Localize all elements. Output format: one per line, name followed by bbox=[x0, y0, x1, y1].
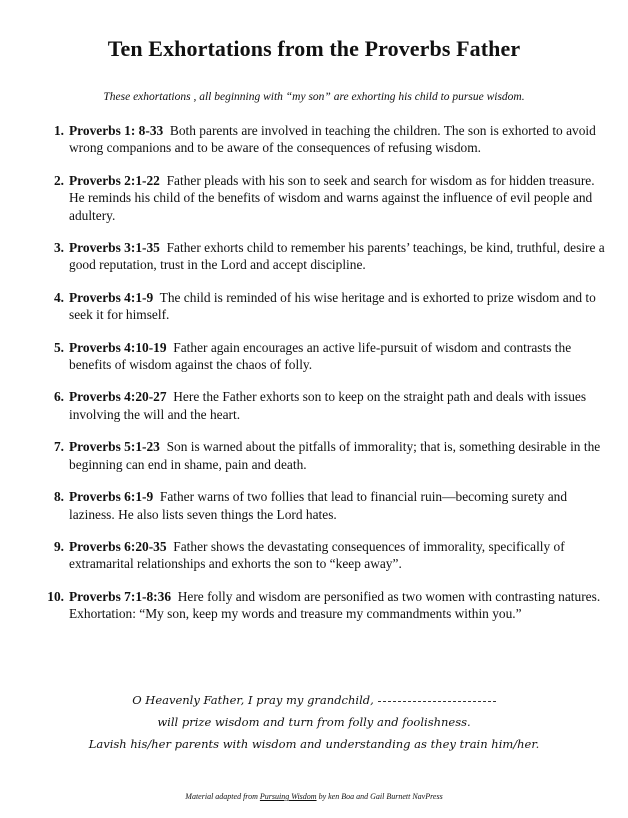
prayer-block bbox=[0, 689, 628, 755]
item-reference: Proverbs 2:1-22 bbox=[69, 172, 160, 188]
list-item bbox=[32, 172, 612, 224]
list-item bbox=[32, 289, 612, 324]
item-reference: Proverbs 6:20-35 bbox=[69, 538, 167, 554]
list-item bbox=[32, 339, 612, 374]
item-text: The child is reminded of his wise heritage and is exhorted to prize wisdom and to seek it for himself. bbox=[69, 289, 596, 323]
document-subtitle: These exhortations , all beginning with “my son” are exhorting his child to pursue wisdom. bbox=[103, 91, 525, 103]
item-text: Father warns of two follies that lead to financial ruin—becoming surety and laziness. He also lists seven things the Lord hates. bbox=[69, 489, 568, 522]
item-number: 3. bbox=[53, 240, 64, 256]
prayer-line-3: Lavish his/her parents with wisdom and understanding as they train him/her. bbox=[88, 737, 540, 751]
list-item bbox=[32, 239, 612, 274]
fill-in-blank bbox=[378, 701, 496, 702]
item-number: 6. bbox=[53, 389, 64, 405]
list-item bbox=[32, 122, 612, 157]
item-reference: Proverbs 5:1-23 bbox=[69, 439, 160, 455]
source-book-title: Pursuing Wisdom bbox=[259, 792, 317, 801]
item-reference: Proverbs 7:1-8:36 bbox=[69, 588, 172, 604]
list-item bbox=[32, 488, 612, 523]
item-reference: Proverbs 4:1-9 bbox=[69, 289, 154, 305]
item-text: Father shows the devastating consequences of immorality, specifically of extramarital relationships and exhorts the son to “keep away”. bbox=[69, 538, 565, 572]
item-number: 8. bbox=[53, 489, 64, 505]
source-credit-prefix: Material adapted from bbox=[185, 792, 258, 801]
item-number: 5. bbox=[53, 339, 64, 355]
item-number: 1. bbox=[53, 123, 64, 138]
list-item bbox=[32, 588, 612, 623]
item-reference: Proverbs 6:1-9 bbox=[69, 489, 154, 505]
item-text: Here the Father exhorts son to keep on the straight path and deals with issues involving the will and the heart. bbox=[69, 389, 587, 422]
item-text: Both parents are involved in teaching the children. The son is exhorted to avoid wrong companions and to be aware of the consequences of refusing wisdom. bbox=[69, 123, 596, 156]
item-number: 9. bbox=[53, 538, 64, 554]
document-title: Ten Exhortations from the Proverbs Father bbox=[107, 36, 521, 61]
item-number: 4. bbox=[53, 289, 64, 305]
item-number: 10. bbox=[47, 588, 64, 604]
item-reference: Proverbs 1: 8-33 bbox=[69, 123, 164, 138]
item-text: Father pleads with his son to seek and search for wisdom as for hidden treasure. He reminds his child of the benefits of wisdom and warns against the influence of evil people and adultery. bbox=[69, 172, 595, 223]
item-reference: Proverbs 3:1-35 bbox=[69, 240, 160, 256]
exhortation-list bbox=[32, 122, 612, 638]
prayer-line-1 bbox=[0, 689, 628, 711]
item-reference: Proverbs 4:10-19 bbox=[69, 339, 167, 355]
item-number: 7. bbox=[53, 439, 64, 455]
item-reference: Proverbs 4:20-27 bbox=[69, 389, 167, 405]
source-credit bbox=[0, 792, 628, 801]
item-text: Father again encourages an active life-pursuit of wisdom and contrasts the benefits of wisdom against the chaos of folly. bbox=[69, 339, 572, 373]
source-credit-suffix: by ken Boa and Gail Burnett NavPress bbox=[318, 792, 443, 801]
item-text: Father exhorts child to remember his parents’ teachings, be kind, truthful, desire a good reputation, trust in the Lord and accept discipline. bbox=[69, 240, 605, 273]
prayer-line-1-text: O Heavenly Father, I pray my grandchild, bbox=[132, 693, 374, 707]
item-number: 2. bbox=[53, 172, 64, 188]
prayer-line-2: will prize wisdom and turn from folly and foolishness. bbox=[157, 715, 471, 729]
list-item bbox=[32, 388, 612, 423]
list-item bbox=[32, 438, 612, 473]
item-text: Here folly and wisdom are personified as two women with contrasting natures. Exhortation: “My son, keep my words and treasure my commandments within you.” bbox=[69, 588, 601, 622]
item-text: Son is warned about the pitfalls of immorality; that is, something desirable in the beginning can end in shame, pain and death. bbox=[69, 439, 601, 472]
list-item bbox=[32, 538, 612, 573]
